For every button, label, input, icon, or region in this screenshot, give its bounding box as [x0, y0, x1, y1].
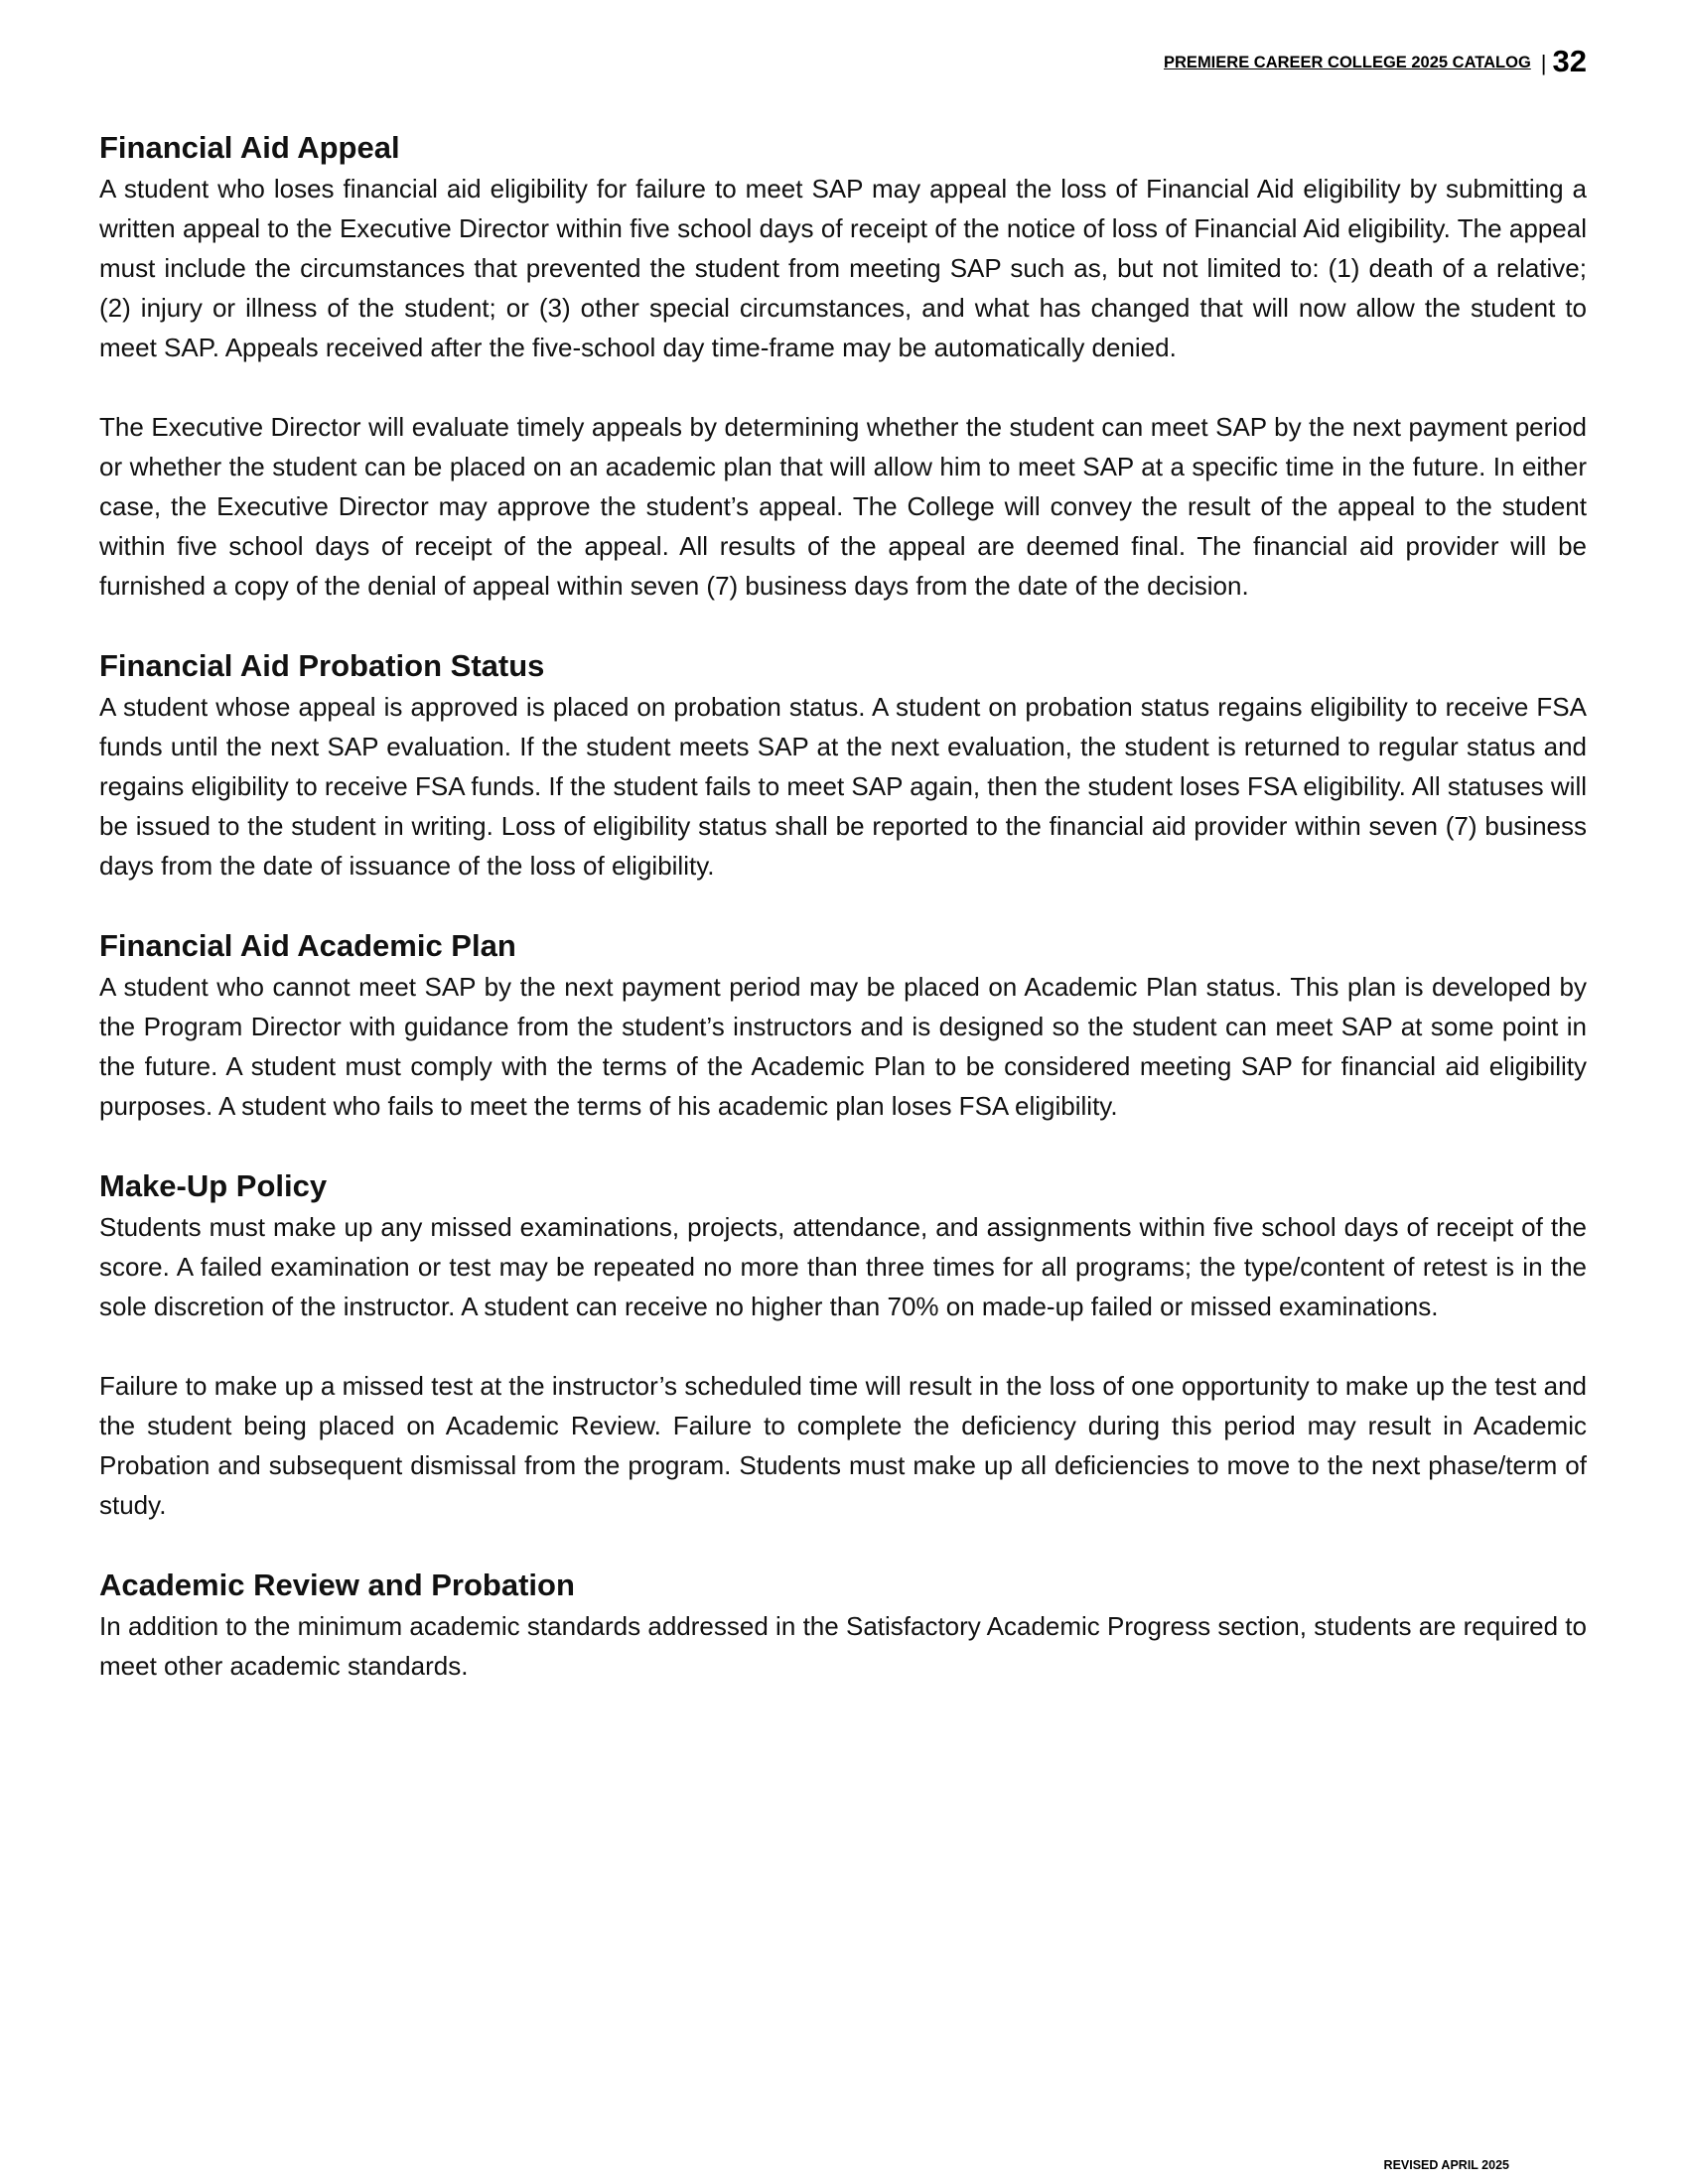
section-heading: Financial Aid Academic Plan: [99, 928, 516, 963]
paragraph: In addition to the minimum academic standards addressed in the Satisfactory Academic Progress section, students are required to meet other academic standards.: [99, 1611, 1587, 1681]
section-heading: Make-Up Policy: [99, 1168, 328, 1203]
section-financial-aid-probation-status: [99, 645, 1587, 886]
section-make-up-policy: [99, 1165, 1587, 1525]
paragraph: Students must make up any missed examinations, projects, attendance, and assignments within five school days of receipt of the score. A failed examination or test may be repeated no more than three times for all programs; the type/content of retest is in the sole discretion of the instructor. A student can receive no higher than 70% on made-up failed or missed examinations.: [99, 1212, 1587, 1321]
revision-footer: REVISED APRIL 2025: [1383, 2158, 1509, 2172]
paragraph: Failure to make up a missed test at the instructor’s scheduled time will result in the loss of one opportunity to make up the test and the student being placed on Academic Review. Failure to complete the deficiency during this period may result in Academic Probation and subsequent dismissal from the program. Students must make up all deficiencies to move to the next phase/term of study.: [99, 1371, 1587, 1520]
page-number: 32: [1552, 44, 1587, 78]
section-academic-review-and-probation: [99, 1565, 1587, 1686]
paragraph: The Executive Director will evaluate timely appeals by determining whether the student can meet SAP by the next payment period or whether the student can be placed on an academic plan that will allow him to meet SAP at a specific time in the future. In either case, the Executive Director may approve the student’s appeal. The College will convey the result of the appeal to the student within five school days of receipt of the appeal. All results of the appeal are deemed final. The financial aid provider will be furnished a copy of the denial of appeal within seven (7) business days from the date of the decision.: [99, 412, 1587, 601]
header-separator: |: [1540, 51, 1547, 75]
section-heading: Financial Aid Appeal: [99, 130, 400, 165]
section-heading: Academic Review and Probation: [99, 1568, 575, 1602]
section-heading: Financial Aid Probation Status: [99, 648, 545, 683]
paragraph: A student who cannot meet SAP by the next payment period may be placed on Academic Plan status. This plan is developed by the Program Director with guidance from the student’s instructors and is designed so the student can meet SAP at some point in the future. A student must comply with the terms of the Academic Plan to be considered meeting SAP for financial aid eligibility purposes. A student who fails to meet the terms of his academic plan loses FSA eligibility.: [99, 972, 1587, 1121]
catalog-title: PREMIERE CAREER COLLEGE 2025 CATALOG: [1164, 54, 1531, 71]
paragraph: A student who loses financial aid eligibility for failure to meet SAP may appeal the loss of Financial Aid eligibility by submitting a written appeal to the Executive Director within five school days of receipt of the notice of loss of Financial Aid eligibility. The appeal must include the circumstances that prevented the student from meeting SAP such as, but not limited to: (1) death of a relative; (2) injury or illness of the student; or (3) other special circumstances, and what has changed that will now allow the student to meet SAP. Appeals received after the five-school day time-frame may be automatically denied.: [99, 174, 1587, 362]
paragraph: A student whose appeal is approved is placed on probation status. A student on probation status regains eligibility to receive FSA funds until the next SAP evaluation. If the student meets SAP at the next evaluation, the student is returned to regular status and regains eligibility to receive FSA funds. If the student fails to meet SAP again, then the student loses FSA eligibility. All statuses will be issued to the student in writing. Loss of eligibility status shall be reported to the financial aid provider within seven (7) business days from the date of issuance of the loss of eligibility.: [99, 692, 1587, 881]
section-financial-aid-academic-plan: [99, 925, 1587, 1126]
page-header: [1164, 46, 1587, 76]
page-content: [99, 127, 1587, 1725]
section-financial-aid-appeal: [99, 127, 1587, 606]
